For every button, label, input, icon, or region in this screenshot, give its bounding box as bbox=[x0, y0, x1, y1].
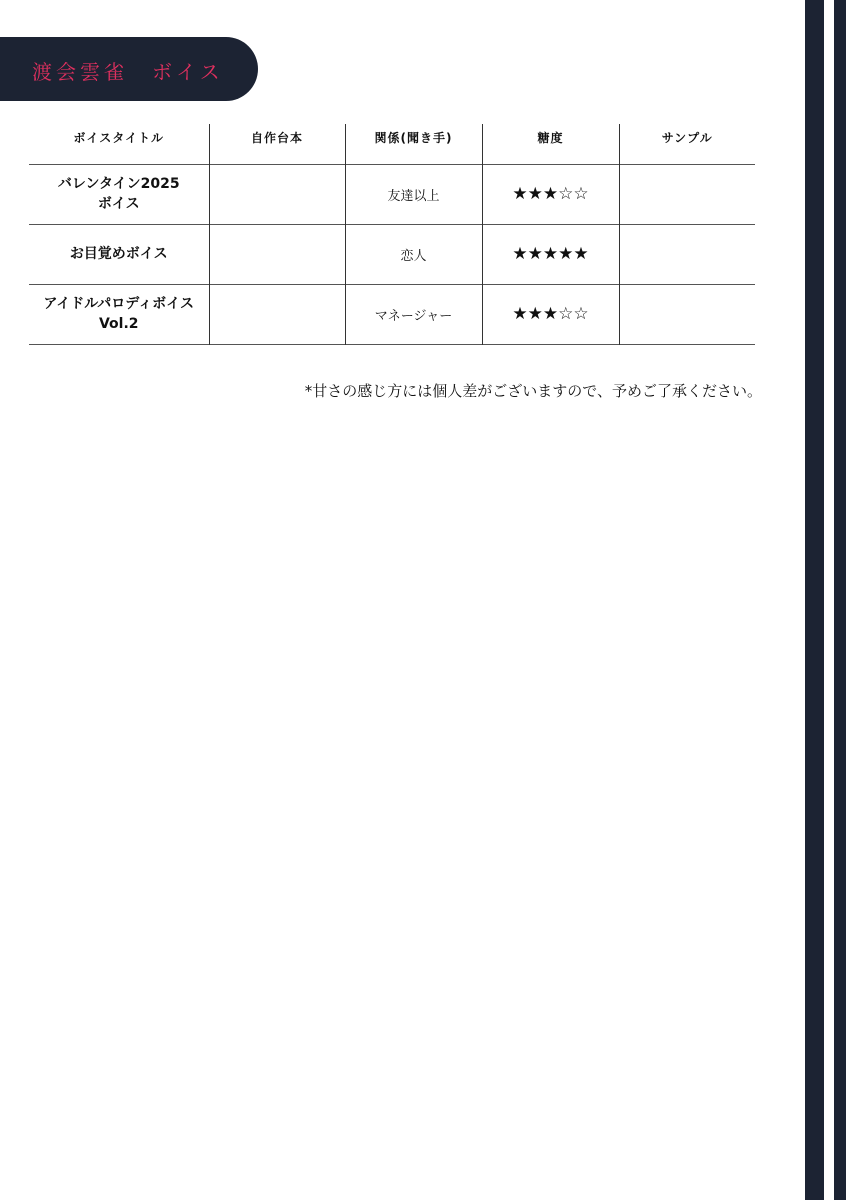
table-row bbox=[29, 164, 755, 224]
voice-title-cell bbox=[29, 164, 209, 224]
sample-cell bbox=[619, 284, 755, 344]
sweetness-rating: ★★★★★ bbox=[482, 224, 619, 284]
column-header-relation: 関係(聞き手) bbox=[345, 124, 482, 164]
voice-title: バレンタイン2025 bbox=[57, 176, 180, 192]
sweetness-rating: ★★★☆☆ bbox=[482, 164, 619, 224]
decorative-stripe-left bbox=[805, 0, 824, 1200]
script-cell bbox=[209, 224, 345, 284]
script-cell bbox=[209, 164, 345, 224]
script-cell bbox=[209, 284, 345, 344]
voice-title-cell bbox=[29, 284, 209, 344]
voice-title-line2: Vol.2 bbox=[98, 316, 139, 332]
voice-title: アイドルパロディボイス bbox=[43, 296, 194, 312]
voice-title-line2: ボイス bbox=[97, 196, 140, 212]
column-header-script: 自作台本 bbox=[209, 124, 345, 164]
table-row bbox=[29, 284, 755, 344]
column-header-title: ボイスタイトル bbox=[29, 124, 209, 164]
relation-cell: 恋人 bbox=[345, 224, 482, 284]
voice-title: お目覚めボイス bbox=[69, 246, 168, 262]
relation-cell: マネージャー bbox=[345, 284, 482, 344]
sample-cell bbox=[619, 164, 755, 224]
table-header-row bbox=[29, 124, 755, 164]
column-header-sweetness: 糖度 bbox=[482, 124, 619, 164]
sample-cell bbox=[619, 224, 755, 284]
sweetness-rating: ★★★☆☆ bbox=[482, 284, 619, 344]
voice-title-cell bbox=[29, 224, 209, 284]
column-header-sample: サンプル bbox=[619, 124, 755, 164]
table-row bbox=[29, 224, 755, 284]
relation-cell: 友達以上 bbox=[345, 164, 482, 224]
footnote: *甘さの感じ方には個人差がございますので、予めご了承ください。 bbox=[304, 382, 762, 400]
page-title: 渡会雲雀 ボイス bbox=[32, 60, 224, 84]
title-banner bbox=[0, 37, 258, 101]
voice-table bbox=[29, 124, 755, 345]
decorative-stripe-right bbox=[834, 0, 846, 1200]
